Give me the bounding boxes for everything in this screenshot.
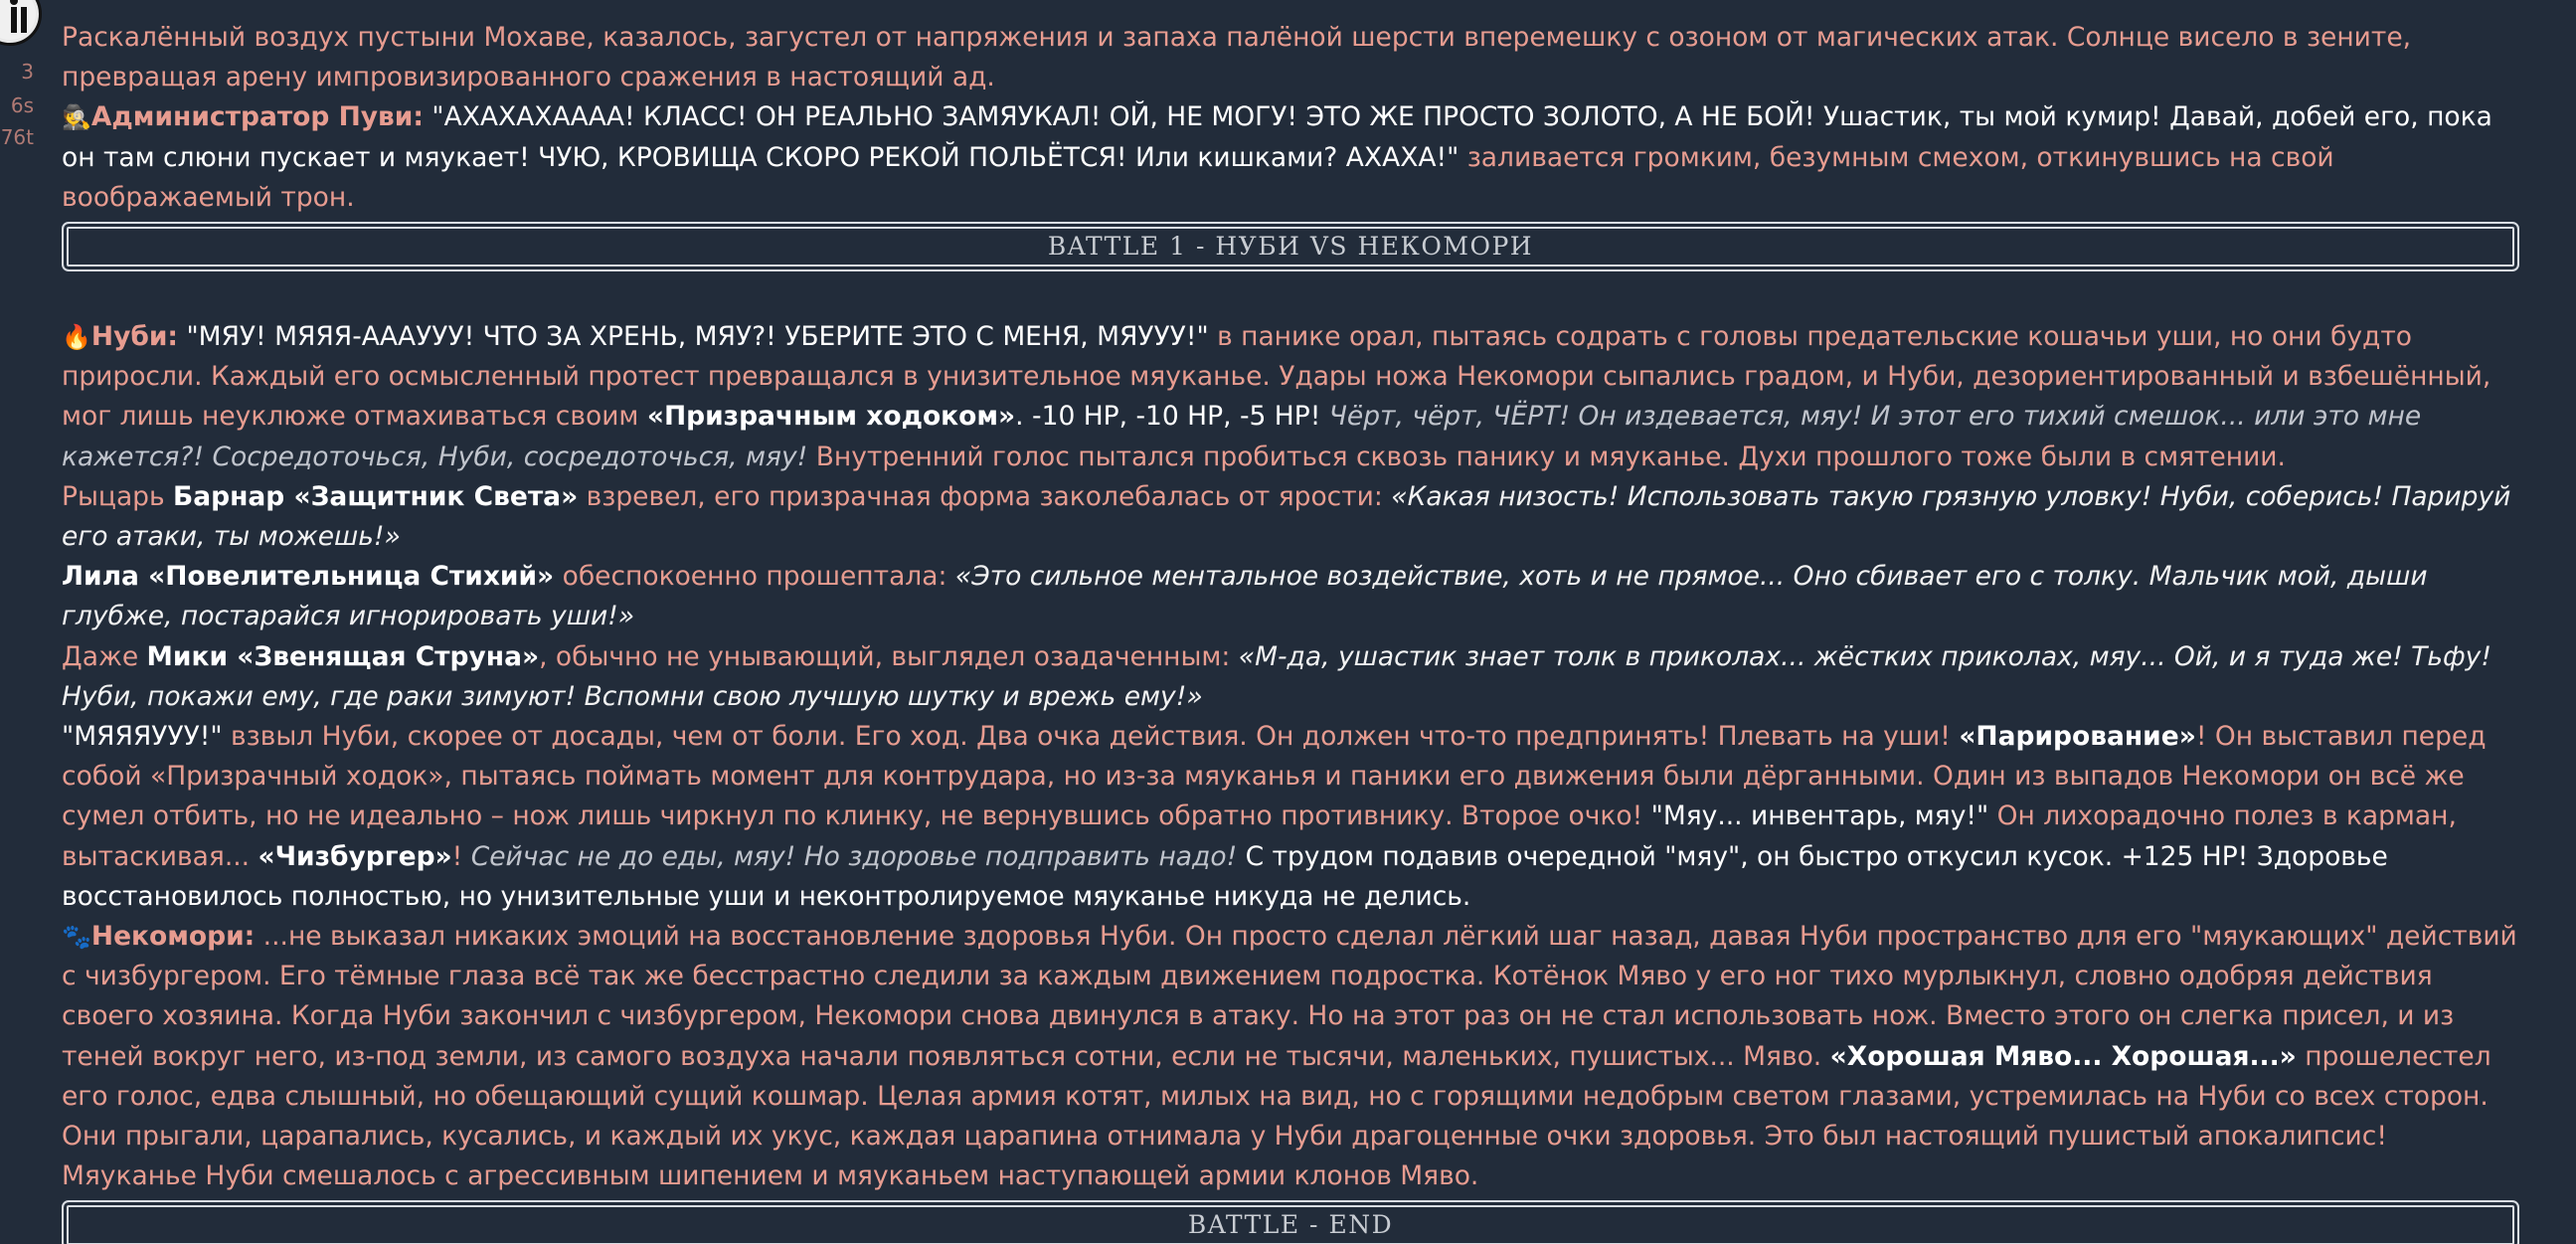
exclamation: ! [451,840,463,872]
miki-narration: , обычно не унывающий, выглядел озадаченным: [539,640,1239,672]
nubi-weapon: «Призрачным ходоком» [646,401,1016,433]
token-count: 76t [0,125,34,149]
miki-name: Мики [146,640,229,672]
message-gutter [0,0,56,1244]
battle-start-banner: BATTLE 1 - НУБИ VS НЕКОМОРИ [62,222,2519,271]
avatar-icon [0,0,39,43]
nubi-quote: "МЯУ! МЯЯЯ-АААУУУ! ЧТО ЗА ХРЕНЬ, МЯУ?! УБЕРИТЕ ЭТО С МЕНЯ, МЯУУУ!" [178,321,1209,353]
admin-name: Администратор Пуви: [90,101,424,133]
inventory-quote: "Мяу... инвентарь, мяу!" [1650,800,1989,832]
lila-name: Лила [62,561,139,593]
nubi-name: Нуби: [90,321,179,353]
miki-quote: «М-да, ушастик знает толк в приколах... жёстких приколах, мяу... Ой, и я туда же! Тьфу! Нуби, покажи ему, где раки зимуют! Вспомни свою лучшую шутку и врежь ему!» [62,640,2491,712]
parry-skill: «Парирование» [1959,721,2196,753]
nubi-heal: С трудом подавив очередной "мяу", он быстро откусил кусок. +125 HP! Здоровье восстановилось полностью, но унизительные уши и неконтролируемое мяуканье никуда не делись. [62,840,2388,912]
admin-action: заливается громким, безумным смехом, откинувшись на свой воображаемый трон. [62,141,2334,213]
message-index: 3 [21,60,34,84]
nubi-paragraph [62,317,2525,477]
nubi-damage: . -10 HP, -10 HP, -5 HP! [1015,401,1321,433]
nekomori-narration-2: прошелестел его голос, едва слышный, но обещающий сущий кошмар. Целая армия котят, милых на вид, но с горящими недобрым светом глазами, устремилась на Нуби со всех сторон. Они прыгали, царапались, кусались, и каждый их укус, каждая царапина отнимала у Нуби драгоценные очки здоровья. Это был настоящий пушистый апокалипсис! Мяуканье Нуби смешалось с агрессивным шипением и мяуканьем наступающей армии клонов Мяво. [62,1040,2491,1192]
cheeseburger-item: «Чизбургер» [258,840,452,872]
paw-icon: 🐾 [62,923,91,952]
nubi-turn-thought: Сейчас не до еды, мяу! Но здоровье подправить надо! [462,840,1238,872]
battle-end-banner: BATTLE - END [62,1200,2519,1244]
nubi-narration: в панике орал, пытаясь содрать с головы предательские кошачьи уши, но они будто приросли. Каждый его осмысленный протест превращался в унизительное мяуканье. Удары ножа Некомори сыпались градом, и Нуби, дезориентированный и взбешённый, мог лишь неуклюже отмахиваться своим [62,321,2491,433]
nubi-thought: Чёрт, чёрт, ЧЁРТ! Он издевается, мяу! И этот его тихий смешок... или это мне кажется?! Сосредоточься, Нуби, сосредоточься, мяу! [62,401,2422,472]
lila-quote: «Это сильное ментальное воздействие, хоть и не прямое... Оно сбивает его с толку. Мальчик мой, дыши глубже, постарайся игнорировать уши!» [62,561,2428,632]
barnar-narration: взревел, его призрачная форма заколебалась от ярости: [578,480,1392,512]
intro-paragraph: Раскалённый воздух пустыни Мохаве, казалось, загустел от напряжения и запаха палёной шерсти вперемешку с озоном от магических атак. Солнце висело в зените, превращая арену импровизированного сражения в настоящий ад. [62,22,2412,93]
nekomori-narration: ...не выказал никаких эмоций на восстановление здоровья Нуби. Он просто сделал лёгкий шаг назад, давая Нуби пространство для его "мяукающих" действий с чизбургером. Его тёмные глаза всё так же бесстрастно следили за каждым движением подростка. Котёнок Мяво у его ног тихо мурлыкнул, словно одобряя действия своего хозяина. Когда Нуби закончил с чизбургером, Некомори снова двинулся в атаку. Но на этот раз он не стал использовать нож. Вместо этого он слегка присел, и из теней вокруг него, из-под земли, из самого воздуха начали появляться сотни, если не тысячи, маленьких, пушистых... Мяво. [62,921,2517,1072]
fire-icon: 🔥 [62,323,91,352]
barnar-quote: «Какая низость! Использовать такую грязную уловку! Нуби, соберись! Парируй его атаки, ты можешь!» [62,480,2511,553]
barnar-paragraph [62,477,2525,557]
lila-paragraph [62,557,2525,636]
nubi-turn-narration-2: ! Он выставил перед собой «Призрачный ходок», пытаясь поймать момент для контрудара, но из-за мяуканья и паники его движения были дёрганными. Один из выпадов Некомори он всё же сумел отбить, но не идеально – нож лишь чиркнул по клинку, не вернувшись обратно противнику. Второе очко! [62,721,2487,832]
barnar-name: Барнар [173,480,285,512]
nubi-narration-2: Внутренний голос пытался пробиться сквозь панику и мяуканье. Духи прошлого тоже были в смятении. [807,441,2286,472]
nubi-turn-paragraph [62,717,2525,917]
detective-icon: 🕵️ [62,103,91,132]
barnar-prefix: Рыцарь [62,480,174,512]
miki-paragraph [62,637,2525,717]
lila-title: «Повелительница Стихий» [138,561,555,593]
spacer [62,275,2525,317]
barnar-title: «Защитник Света» [284,480,579,512]
miki-title: «Звенящая Струна» [228,640,540,672]
message-header [60,0,2525,6]
nekomori-name: Некомори: [90,921,256,953]
nubi-howl: "МЯЯЯУУУ!" [62,721,223,753]
admin-paragraph [62,97,2525,218]
message-body [62,18,2525,1244]
nubi-turn-narration-3: Он лихорадочно полез в карман, вытаскивая... [62,800,2457,872]
nubi-turn-narration: взвыл Нуби, скорее от досады, чем от боли. Его ход. Два очка действия. Он должен что-то предпринять! Плевать на уши! [222,721,1960,753]
nekomori-quote: «Хорошая Мяво... Хорошая...» [1829,1040,2297,1072]
generation-time: 6s [10,93,34,117]
miki-prefix: Даже [62,640,147,672]
avatar[interactable] [0,0,42,46]
admin-quote: "АХАХАХАААА! КЛАСС! ОН РЕАЛЬНО ЗАМЯУКАЛ! ОЙ, НЕ МОГУ! ЭТО ЖЕ ПРОСТО ЗОЛОТО, А НЕ БОЙ! Ушастик, ты мой кумир! Давай, добей его, пока он там слюни пускает и мяукает! ЧУЮ, КРОВИЩА СКОРО РЕКОЙ ПОЛЬЁТСЯ! Или кишками? АХАХА!" [62,101,2492,173]
nekomori-paragraph [62,917,2525,1196]
lila-narration: обеспокоенно прошептала: [554,561,955,593]
